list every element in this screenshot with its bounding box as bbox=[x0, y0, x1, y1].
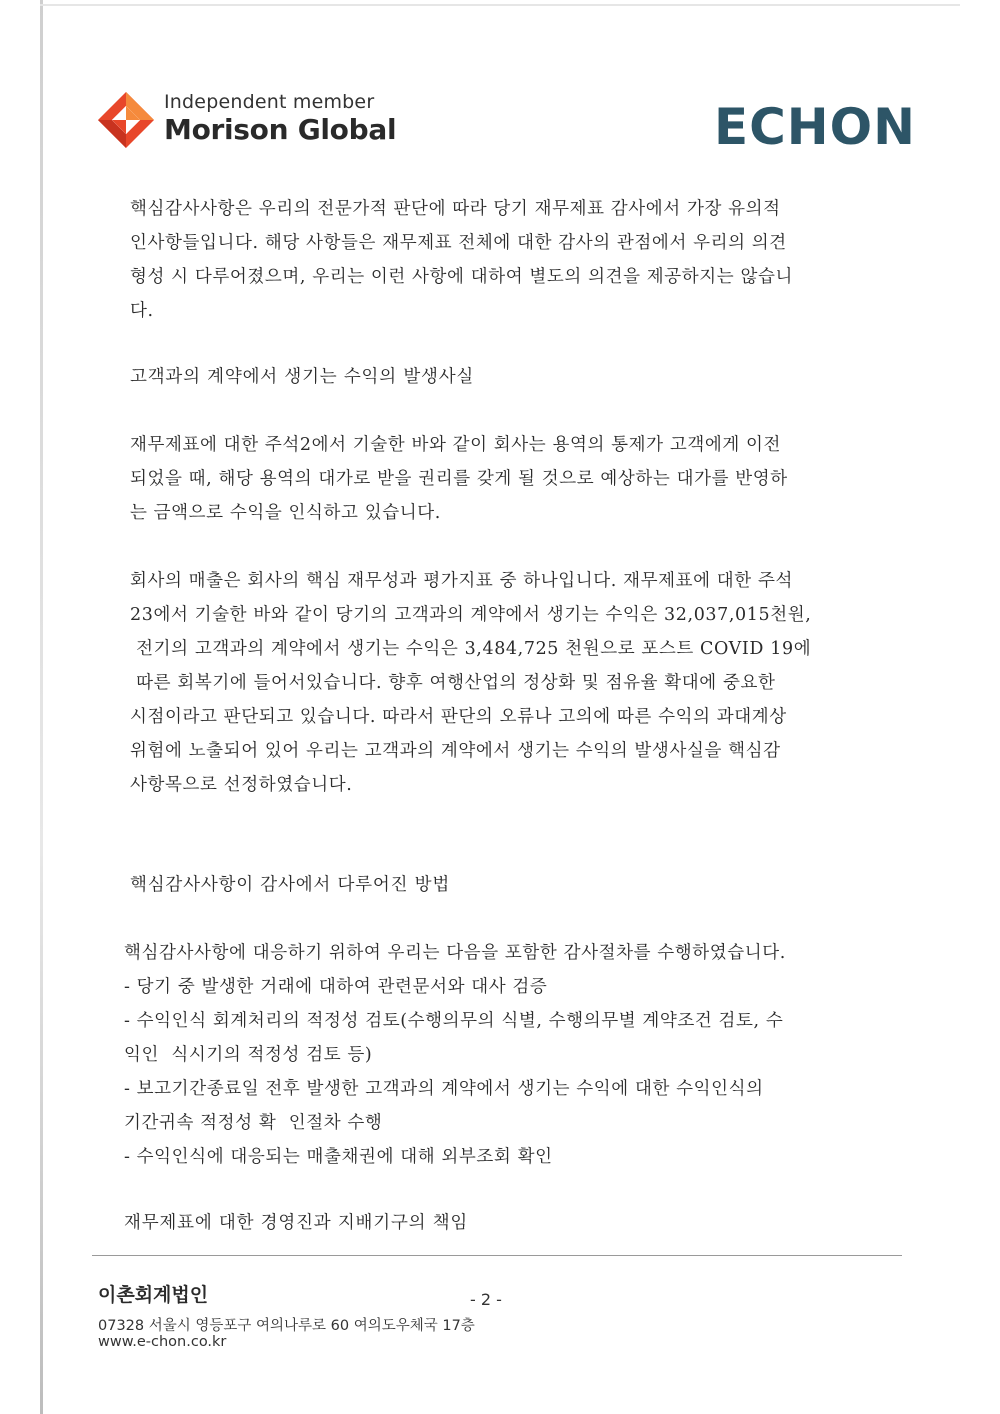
page-header bbox=[98, 88, 918, 158]
procedure-line: - 수익인식 회계처리의 적정성 검토(수행의무의 식별, 수행의무별 계약조건 검토, 수 bbox=[124, 1011, 784, 1031]
morison-title: Morison Global bbox=[164, 113, 397, 146]
paragraph-line: 전기의 고객과의 계약에서 생기는 수익은 3,484,725 천원으로 포스트 COVID 19에 bbox=[130, 639, 812, 659]
procedure-line: 익인 식시기의 적정성 검토 등) bbox=[124, 1045, 373, 1065]
intro-line: 다. bbox=[130, 301, 154, 321]
paragraph-line: 사항목으로 선정하였습니다. bbox=[130, 775, 353, 795]
morison-logo-icon bbox=[98, 92, 154, 148]
procedure-line: - 당기 중 발생한 거래에 대하여 관련문서와 대사 검증 bbox=[124, 977, 548, 997]
section-heading-revenue bbox=[130, 360, 860, 394]
paragraph-line: 재무제표에 대한 주석2에서 기술한 바와 같이 회사는 용역의 통제가 고객에게 이전 bbox=[130, 435, 782, 455]
revenue-paragraph-1 bbox=[130, 428, 860, 530]
intro-line: 인사항들입니다. 해당 사항들은 재무제표 전체에 대한 감사의 관점에서 우리의 의견 bbox=[130, 233, 787, 253]
paragraph-line: 시점이라고 판단되고 있습니다. 따라서 판단의 오류나 고의에 따른 수익의 과대계상 bbox=[130, 707, 787, 727]
scan-edge bbox=[40, 0, 43, 1414]
intro-line: 핵심감사사항은 우리의 전문가적 판단에 따라 당기 재무제표 감사에서 가장 유의적 bbox=[130, 199, 781, 219]
echon-logo: ECHON bbox=[713, 98, 916, 156]
paragraph-line: 위험에 노출되어 있어 우리는 고객과의 계약에서 생기는 수익의 발생사실을 핵심감 bbox=[130, 741, 781, 761]
section-heading-audit-approach bbox=[130, 868, 860, 902]
procedure-line: 기간귀속 적정성 확 인절차 수행 bbox=[124, 1113, 383, 1133]
section-heading: 핵심감사사항이 감사에서 다루어진 방법 bbox=[130, 875, 451, 895]
page-number: - 2 - bbox=[470, 1290, 502, 1309]
paragraph-line: 회사의 매출은 회사의 핵심 재무성과 평가지표 중 하나입니다. 재무제표에 대한 주석 bbox=[130, 571, 793, 591]
section-heading: 재무제표에 대한 경영진과 지배기구의 책임 bbox=[124, 1213, 469, 1233]
procedure-line: - 수익인식에 대응되는 매출채권에 대해 외부조회 확인 bbox=[124, 1147, 553, 1167]
paragraph-line: 는 금액으로 수익을 인식하고 있습니다. bbox=[130, 503, 441, 523]
audit-procedures bbox=[124, 936, 854, 1174]
morison-wordmark bbox=[164, 90, 396, 146]
paragraph-line: 23에서 기술한 바와 같이 당기의 고객과의 계약에서 생기는 수익은 32,037,015천원, bbox=[130, 605, 812, 625]
intro-paragraph bbox=[130, 192, 860, 328]
footer-divider bbox=[92, 1255, 902, 1256]
revenue-paragraph-2 bbox=[130, 564, 860, 802]
section-heading-responsibility bbox=[124, 1206, 854, 1240]
footer-url: www.e-chon.co.kr bbox=[98, 1334, 227, 1350]
footer-address: 07328 서울시 영등포구 여의나루로 60 여의도우체국 17층 bbox=[98, 1318, 475, 1334]
intro-line: 형성 시 다루어졌으며, 우리는 이런 사항에 대하여 별도의 의견을 제공하지는 않습니 bbox=[130, 267, 793, 287]
morison-subtitle: Independent member bbox=[164, 91, 375, 113]
paragraph-line: 따른 회복기에 들어서있습니다. 향후 여행산업의 정상화 및 점유율 확대에 중요한 bbox=[130, 673, 776, 693]
procedure-line: - 보고기간종료일 전후 발생한 고객과의 계약에서 생기는 수익에 대한 수익인식의 bbox=[124, 1079, 764, 1099]
footer-firm-name: 이촌회계법인 bbox=[98, 1284, 209, 1306]
scan-edge-top bbox=[40, 4, 960, 6]
procedure-line: 핵심감사사항에 대응하기 위하여 우리는 다음을 포함한 감사절차를 수행하였습니다. bbox=[124, 943, 786, 963]
paragraph-line: 되었을 때, 해당 용역의 대가로 받을 권리를 갖게 될 것으로 예상하는 대가를 반영하 bbox=[130, 469, 788, 489]
section-heading: 고객과의 계약에서 생기는 수익의 발생사실 bbox=[130, 367, 475, 387]
